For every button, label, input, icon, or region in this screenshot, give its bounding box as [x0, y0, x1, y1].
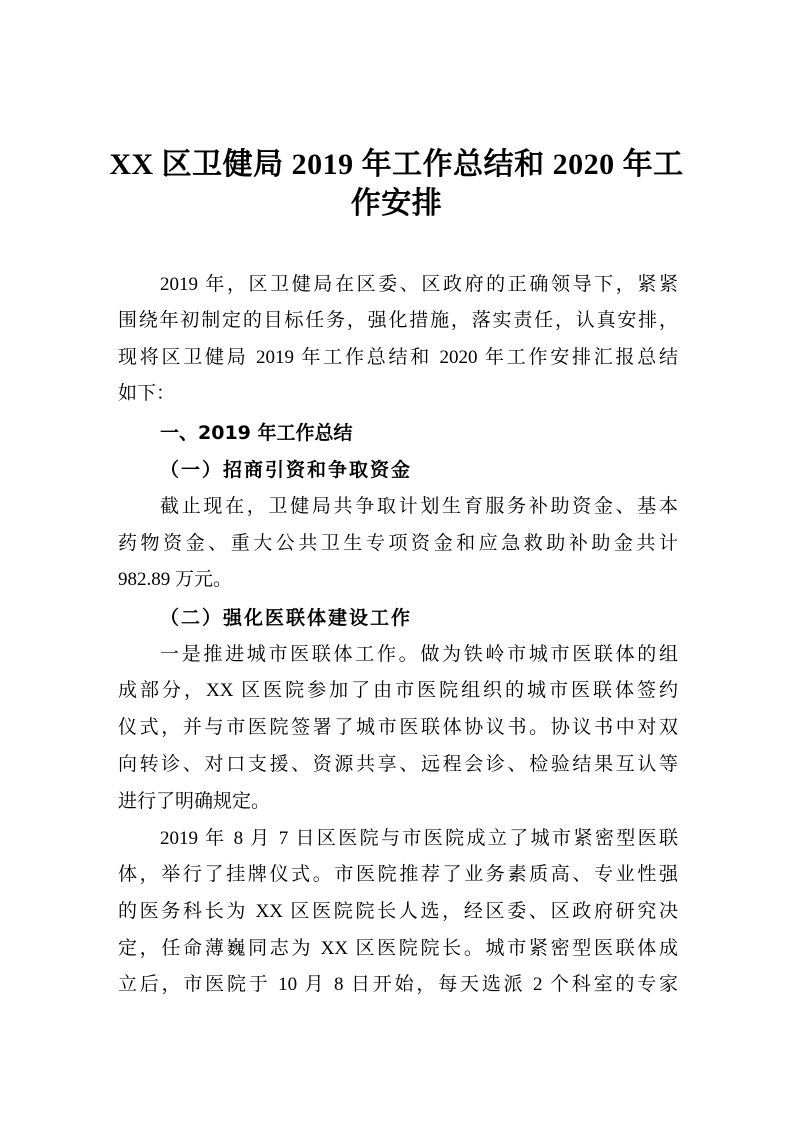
- document-title-line-2: 作安排: [350, 187, 443, 220]
- paragraph-line: 定，任命薄巍同志为 XX 区医院院长。城市紧密型医联体成: [118, 938, 678, 959]
- paragraph-line: 立后，市医院于 10 月 8 日开始，每天选派 2 个科室的专家: [118, 974, 678, 995]
- subsection-heading: （一）招商引资和争取资金: [160, 459, 413, 481]
- intro-line: 围绕年初制定的目标任务，强化措施，落实责任，认真安排，: [118, 310, 678, 331]
- paragraph-line: 一是推进城市医联体工作。做为铁岭市城市医联体的组: [160, 644, 678, 665]
- intro-line: 现将区卫健局 2019 年工作总结和 2020 年工作安排汇报总结: [118, 347, 678, 368]
- document-title-line-1: XX 区卫健局 2019 年工作总结和 2020 年工: [109, 148, 684, 181]
- subsection-heading: （二）强化医联体建设工作: [160, 607, 413, 629]
- paragraph-line: 向转诊、对口支援、资源共享、远程会诊、检验结果互认等: [118, 754, 678, 775]
- paragraph-line: 进行了明确规定。: [118, 791, 271, 812]
- paragraph-line: 仪式，并与市医院签署了城市医联体协议书。协议书中对双: [118, 717, 678, 738]
- paragraph-line: 截止现在，卫健局共争取计划生育服务补助资金、基本: [160, 496, 678, 517]
- paragraph-line: 982.89 万元。: [118, 569, 233, 590]
- paragraph-line: 体，举行了挂牌仪式。市医院推荐了业务素质高、专业性强: [118, 864, 678, 885]
- intro-line: 如下：: [118, 383, 176, 404]
- section-heading: 一、2019 年工作总结: [160, 422, 353, 444]
- paragraph-line: 成部分，XX 区医院参加了由市医院组织的城市医联体签约: [118, 680, 678, 701]
- paragraph-line: 的医务科长为 XX 区医院院长人选，经区委、区政府研究决: [118, 901, 678, 922]
- paragraph-line: 药物资金、重大公共卫生专项资金和应急救助补助金共计: [118, 533, 678, 554]
- intro-line: 2019 年，区卫健局在区委、区政府的正确领导下，紧紧: [160, 274, 678, 295]
- paragraph-line: 2019 年 8 月 7 日区医院与市医院成立了城市紧密型医联: [160, 828, 678, 849]
